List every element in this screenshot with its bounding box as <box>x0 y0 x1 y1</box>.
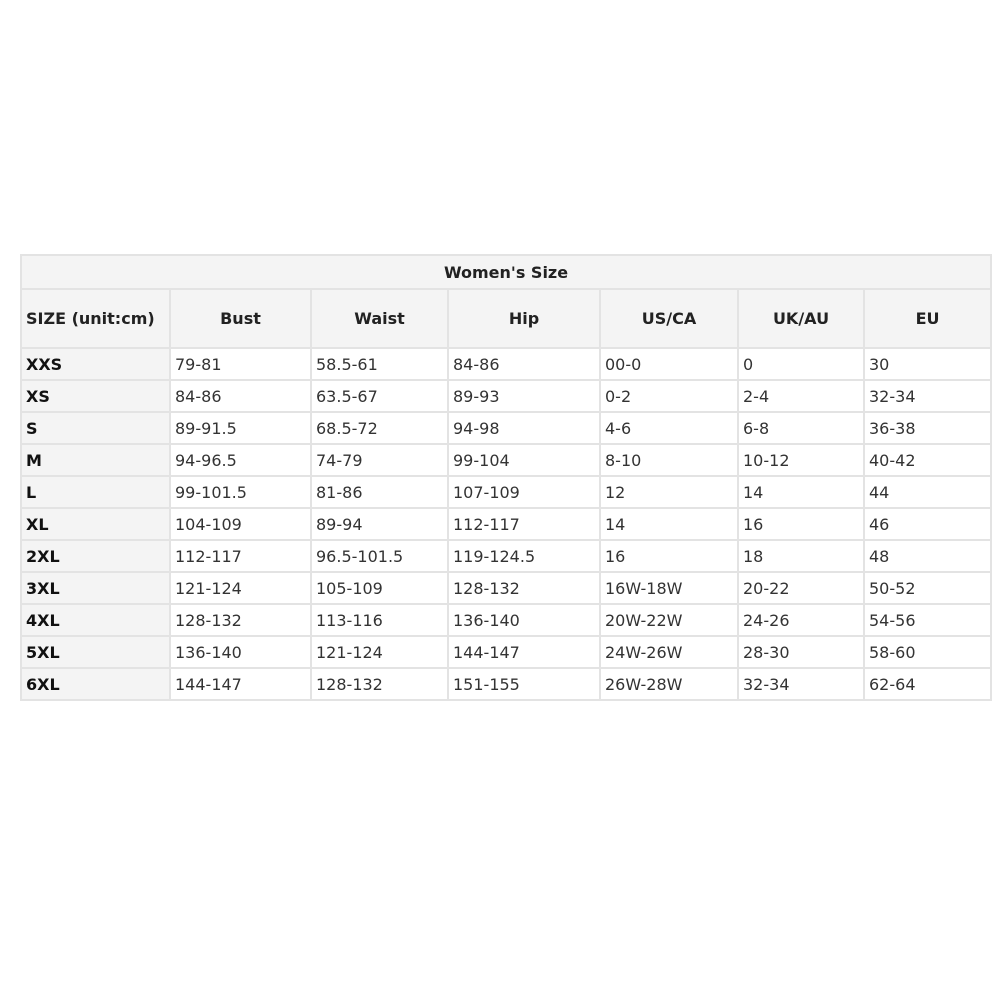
cell-uk-au: 28-30 <box>738 636 864 668</box>
table-row <box>21 348 991 380</box>
cell-eu: 54-56 <box>864 604 991 636</box>
cell-bust: 136-140 <box>170 636 311 668</box>
cell-uk-au: 20-22 <box>738 572 864 604</box>
cell-us-ca: 14 <box>600 508 738 540</box>
cell-bust: 121-124 <box>170 572 311 604</box>
cell-size: XS <box>21 380 170 412</box>
cell-us-ca: 20W-22W <box>600 604 738 636</box>
cell-hip: 151-155 <box>448 668 600 700</box>
cell-bust: 99-101.5 <box>170 476 311 508</box>
cell-eu: 44 <box>864 476 991 508</box>
cell-size: 2XL <box>21 540 170 572</box>
cell-hip: 112-117 <box>448 508 600 540</box>
cell-us-ca: 8-10 <box>600 444 738 476</box>
table-body <box>21 348 991 700</box>
table-row <box>21 604 991 636</box>
cell-size: 6XL <box>21 668 170 700</box>
cell-hip: 107-109 <box>448 476 600 508</box>
cell-eu: 50-52 <box>864 572 991 604</box>
cell-eu: 30 <box>864 348 991 380</box>
cell-bust: 79-81 <box>170 348 311 380</box>
header-size: SIZE (unit:cm) <box>21 289 170 348</box>
cell-hip: 84-86 <box>448 348 600 380</box>
cell-uk-au: 0 <box>738 348 864 380</box>
cell-hip: 144-147 <box>448 636 600 668</box>
cell-hip: 136-140 <box>448 604 600 636</box>
table-title-row <box>21 255 991 289</box>
cell-us-ca: 16 <box>600 540 738 572</box>
cell-eu: 58-60 <box>864 636 991 668</box>
cell-waist: 128-132 <box>311 668 448 700</box>
cell-uk-au: 2-4 <box>738 380 864 412</box>
header-eu: EU <box>864 289 991 348</box>
cell-uk-au: 16 <box>738 508 864 540</box>
cell-size: S <box>21 412 170 444</box>
cell-eu: 32-34 <box>864 380 991 412</box>
table-row <box>21 380 991 412</box>
cell-bust: 112-117 <box>170 540 311 572</box>
cell-bust: 94-96.5 <box>170 444 311 476</box>
cell-hip: 94-98 <box>448 412 600 444</box>
cell-waist: 74-79 <box>311 444 448 476</box>
cell-uk-au: 24-26 <box>738 604 864 636</box>
cell-bust: 144-147 <box>170 668 311 700</box>
cell-uk-au: 6-8 <box>738 412 864 444</box>
table-row <box>21 668 991 700</box>
cell-size: 4XL <box>21 604 170 636</box>
cell-hip: 99-104 <box>448 444 600 476</box>
table-row <box>21 540 991 572</box>
cell-size: XXS <box>21 348 170 380</box>
table-row <box>21 572 991 604</box>
cell-us-ca: 00-0 <box>600 348 738 380</box>
cell-eu: 48 <box>864 540 991 572</box>
cell-waist: 89-94 <box>311 508 448 540</box>
cell-uk-au: 18 <box>738 540 864 572</box>
cell-us-ca: 12 <box>600 476 738 508</box>
cell-us-ca: 24W-26W <box>600 636 738 668</box>
header-hip: Hip <box>448 289 600 348</box>
cell-uk-au: 14 <box>738 476 864 508</box>
cell-bust: 89-91.5 <box>170 412 311 444</box>
cell-size: 5XL <box>21 636 170 668</box>
cell-size: L <box>21 476 170 508</box>
cell-bust: 128-132 <box>170 604 311 636</box>
cell-waist: 68.5-72 <box>311 412 448 444</box>
cell-uk-au: 32-34 <box>738 668 864 700</box>
header-uk-au: UK/AU <box>738 289 864 348</box>
cell-waist: 58.5-61 <box>311 348 448 380</box>
table-row <box>21 508 991 540</box>
cell-hip: 89-93 <box>448 380 600 412</box>
cell-hip: 128-132 <box>448 572 600 604</box>
cell-waist: 105-109 <box>311 572 448 604</box>
cell-size: 3XL <box>21 572 170 604</box>
cell-us-ca: 4-6 <box>600 412 738 444</box>
table-row <box>21 444 991 476</box>
header-bust: Bust <box>170 289 311 348</box>
table-row <box>21 636 991 668</box>
cell-us-ca: 16W-18W <box>600 572 738 604</box>
header-waist: Waist <box>311 289 448 348</box>
cell-bust: 84-86 <box>170 380 311 412</box>
cell-waist: 63.5-67 <box>311 380 448 412</box>
cell-eu: 40-42 <box>864 444 991 476</box>
table-title: Women's Size <box>21 255 991 289</box>
cell-size: M <box>21 444 170 476</box>
cell-waist: 121-124 <box>311 636 448 668</box>
table-row <box>21 476 991 508</box>
cell-eu: 36-38 <box>864 412 991 444</box>
cell-size: XL <box>21 508 170 540</box>
table-row <box>21 412 991 444</box>
cell-waist: 81-86 <box>311 476 448 508</box>
cell-us-ca: 0-2 <box>600 380 738 412</box>
table-header-row <box>21 289 991 348</box>
cell-bust: 104-109 <box>170 508 311 540</box>
cell-us-ca: 26W-28W <box>600 668 738 700</box>
cell-hip: 119-124.5 <box>448 540 600 572</box>
cell-waist: 113-116 <box>311 604 448 636</box>
header-us-ca: US/CA <box>600 289 738 348</box>
cell-eu: 46 <box>864 508 991 540</box>
cell-waist: 96.5-101.5 <box>311 540 448 572</box>
size-chart-table <box>20 254 992 701</box>
cell-eu: 62-64 <box>864 668 991 700</box>
cell-uk-au: 10-12 <box>738 444 864 476</box>
